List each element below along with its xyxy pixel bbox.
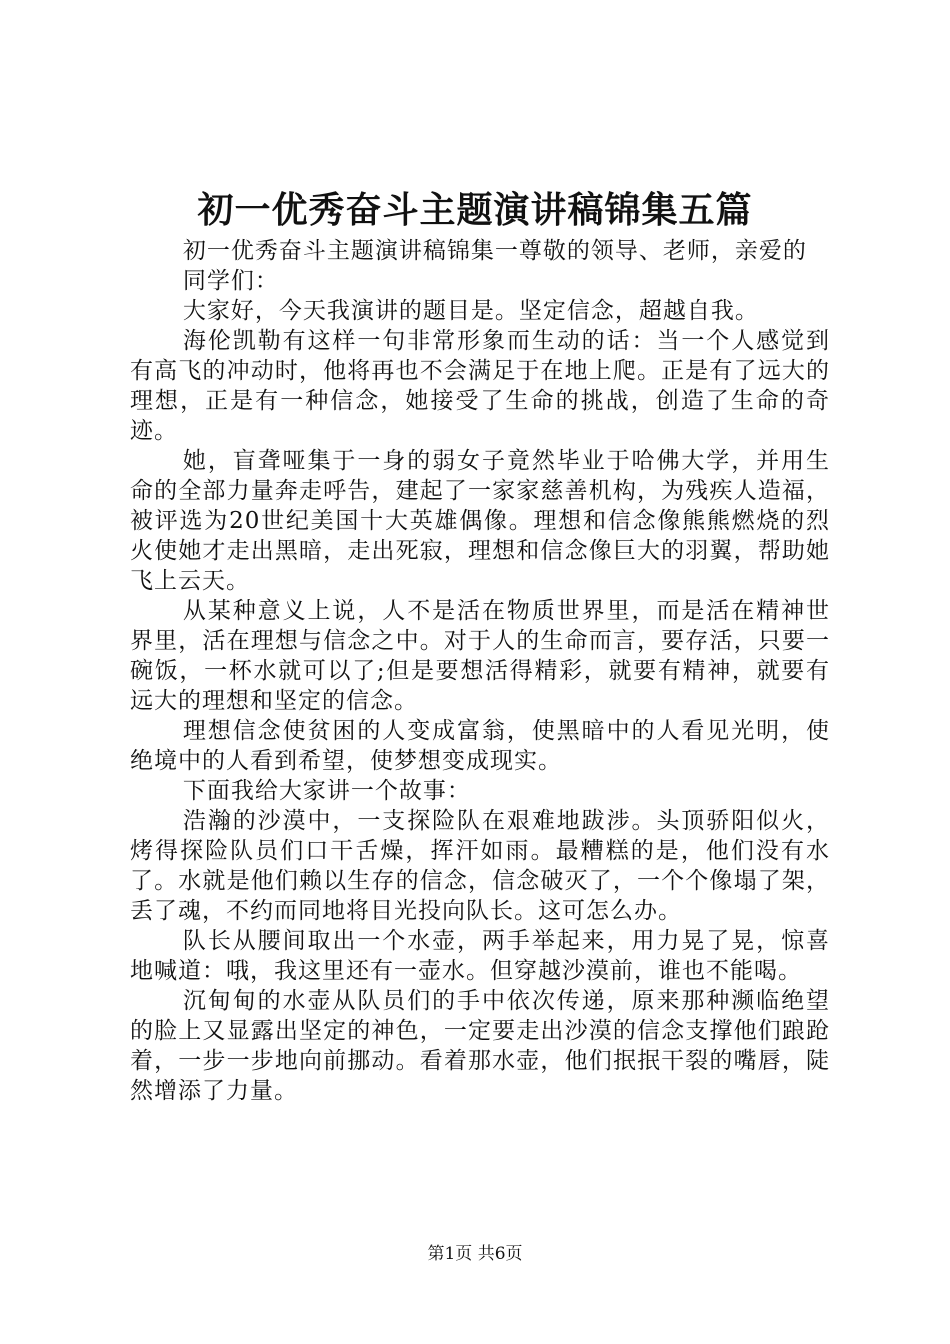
paragraph: 初一优秀奋斗主题演讲稿锦集一尊敬的领导、老师，亲爱的 [182,238,807,264]
paragraph: 海伦凯勒有这样一句非常形象而生动的话：当一个人感觉到有高飞的冲动时，他将再也不会满足于在地上爬。正是有了远大的理想，正是有一种信念，她接受了生命的挑战，创造了生命的奇迹。 [130,328,830,444]
paragraph: 从某种意义上说，人不是活在物质世界里，而是活在精神世界里，活在理想与信念之中。对于人的生命而言，要存活，只要一碗饭，一杯水就可以了;但是要想活得精彩，就要有精神，就要有远大的理想和坚定的信念。 [130,598,830,714]
paragraph: 队长从腰间取出一个水壶，两手举起来，用力晃了晃，惊喜地喊道：哦，我这里还有一壶水。但穿越沙漠前，谁也不能喝。 [130,928,830,984]
paragraph: 她，盲聋哑集于一身的弱女子竟然毕业于哈佛大学，并用生命的全部力量奔走呼告，建起了一家家慈善机构，为残疾人造福，被评选为20世纪美国十大英雄偶像。理想和信念像熊熊燃烧的烈火使她才走出黑暗，走出死寂，理想和信念像巨大的羽翼，帮助她飞上云天。 [130,448,830,594]
page-footer: 第1页 共6页 [427,1244,523,1264]
document-title: 初一优秀奋斗主题演讲稿锦集五篇 [197,189,753,231]
paragraph: 沉甸甸的水壶从队员们的手中依次传递，原来那种濒临绝望的脸上又显露出坚定的神色，一定要走出沙漠的信念支撑他们踉跄着，一步一步地向前挪动。看着那水壶，他们抿抿干裂的嘴唇，陡然增添了力量。 [130,988,830,1104]
paragraph: 同学们： [182,268,279,294]
paragraph: 大家好，今天我演讲的题目是。坚定信念，超越自我。 [182,298,759,324]
paragraph: 浩瀚的沙漠中，一支探险队在艰难地跋涉。头顶骄阳似火，烤得探险队员们口干舌燥，挥汗如雨。最糟糕的是，他们没有水了。水就是他们赖以生存的信念，信念破灭了，一个个像塌了架，丢了魂，不约而同地将目光投向队长。这可怎么办。 [130,808,830,924]
document-body [130,236,830,1106]
paragraph: 下面我给大家讲一个故事： [182,778,471,804]
paragraph: 理想信念使贫困的人变成富翁，使黑暗中的人看见光明，使绝境中的人看到希望，使梦想变成现实。 [130,718,830,774]
